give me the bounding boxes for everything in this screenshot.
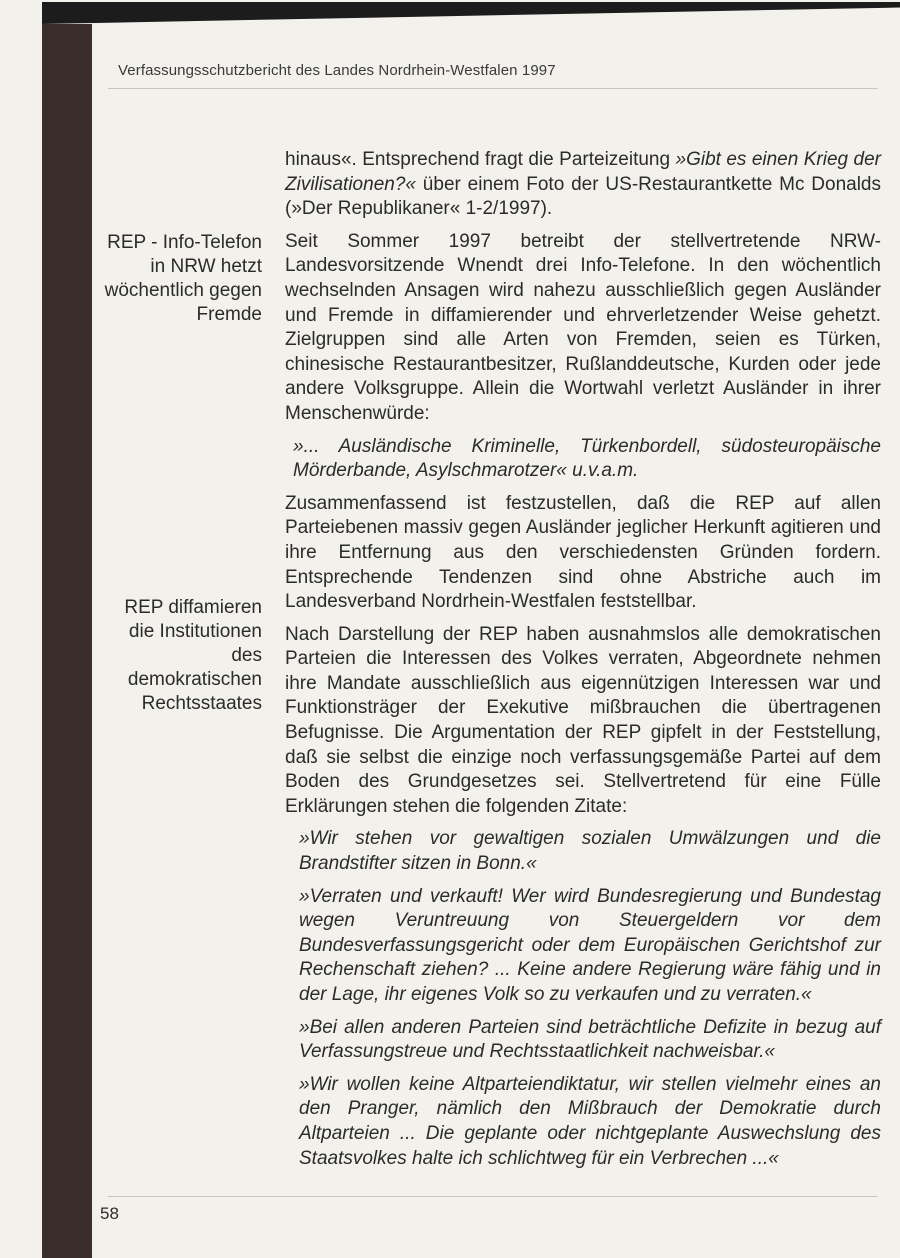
paragraph-info-telefon: Seit Sommer 1997 betreibt der stellvertretende NRW-Landesvorsitzende Wnendt drei Info-Telefone. In den wöchentlich wechselnden Ansagen wird nahezu ausschließlich gegen Ausländer und Fremde in diffamierender und ehrverletzender Weise gehetzt. Zielgruppen sind alle Arten von Fremden, seien es Türken, chinesische Restaurantbesitzer, Rußlanddeutsche, Kurden oder jede andere Volksgruppe. Allein die Wortwahl verletzt Ausländer in ihrer Menschenwürde: — [285, 230, 881, 424]
main-text-column — [285, 148, 881, 1179]
quote-brandstifter: »Wir stehen vor gewaltigen sozialen Umwälzungen und die Brandstifter sitzen in Bonn.« — [299, 828, 881, 875]
top-edge-bar — [42, 2, 900, 24]
quote-verraten-verkauft: »Verraten und verkauft! Wer wird Bundesregierung und Bundestag wegen Veruntreuung von Steuergeldern vor dem Bundesverfassungsgericht oder dem Europäischen Gerichtshof zur Rechenschaft ziehen? ... Keine andere Regierung wäre fähig und in der Lage, ihr eigenes Volk so zu verkaufen und zu verraten.« — [299, 885, 881, 1005]
page-number: 58 — [100, 1204, 119, 1223]
footer-divider — [108, 1196, 878, 1197]
quote-defizite: »Bei allen anderen Parteien sind beträchtliche Defizite in bezug auf Verfassungstreue und Rechtsstaatlichkeit nachweisbar.« — [299, 1016, 881, 1063]
running-header: Verfassungsschutzbericht des Landes Nordrhein-Westfalen 1997 — [118, 62, 556, 79]
margin-note-institutionen: REP diffamieren die Institutionen des demokratischen Rechtsstaates — [124, 597, 262, 714]
paragraph-text: hinaus«. Entsprechend fragt die Parteizeitung — [285, 149, 676, 170]
paragraph-text: über einem Foto der US-Restaurantkette Mc Donalds (»Der Republikaner« 1-2/1997). — [285, 173, 881, 220]
paragraph-zusammenfassend: Zusammenfassend ist festzustellen, daß die REP auf allen Parteiebenen massiv gegen Ausländer jeglicher Herkunft agitieren und ihre Entfernung aus den verschiedensten Gründen fordern. Entsprechende Tendenzen sind ohne Abstriche auch im Landesverband Nordrhein-Westfalen feststellbar. — [285, 492, 881, 613]
margin-note-info-telefon: REP - Info-Telefon in NRW hetzt wöchentlich gegen Fremde — [104, 232, 262, 325]
page-spine-bar — [42, 24, 92, 1258]
header-divider — [108, 88, 878, 89]
paragraph-parteizeitung — [285, 148, 881, 222]
quote-auslaendische-kriminelle: »... Ausländische Kriminelle, Türkenbordell, südosteuropäische Mörderbande, Asylschmarotzer« u.v.a.m. — [293, 435, 881, 482]
paragraph-darstellung: Nach Darstellung der REP haben ausnahmslos alle demokratischen Parteien die Interessen des Volkes verraten, Abgeordnete nehmen ihre Mandate ausschließlich aus eigennützigen Interessen war und Funktionsträger der Exekutive mißbrauchen die übertragenen Befugnisse. Die Argumentation der REP gipfelt in der Feststellung, daß sie selbst die einzige noch verfassungsgemäße Partei auf dem Boden des Grundgesetzes sei. Stellvertretend für eine Fülle Erklärungen stehen die folgenden Zitate: — [285, 623, 881, 817]
quote-altparteiendiktatur: »Wir wollen keine Altparteiendiktatur, wir stellen vielmehr eines an den Pranger, nämlich den Mißbrauch der Demokratie durch Altparteien ... Die geplante oder nichtgeplante Auswechslung des Staatsvolkes halte ich schlichtweg für ein Verbrechen ...« — [299, 1073, 881, 1169]
italic-quote: »Gibt es einen Krieg der Zivilisationen?« — [285, 149, 881, 195]
